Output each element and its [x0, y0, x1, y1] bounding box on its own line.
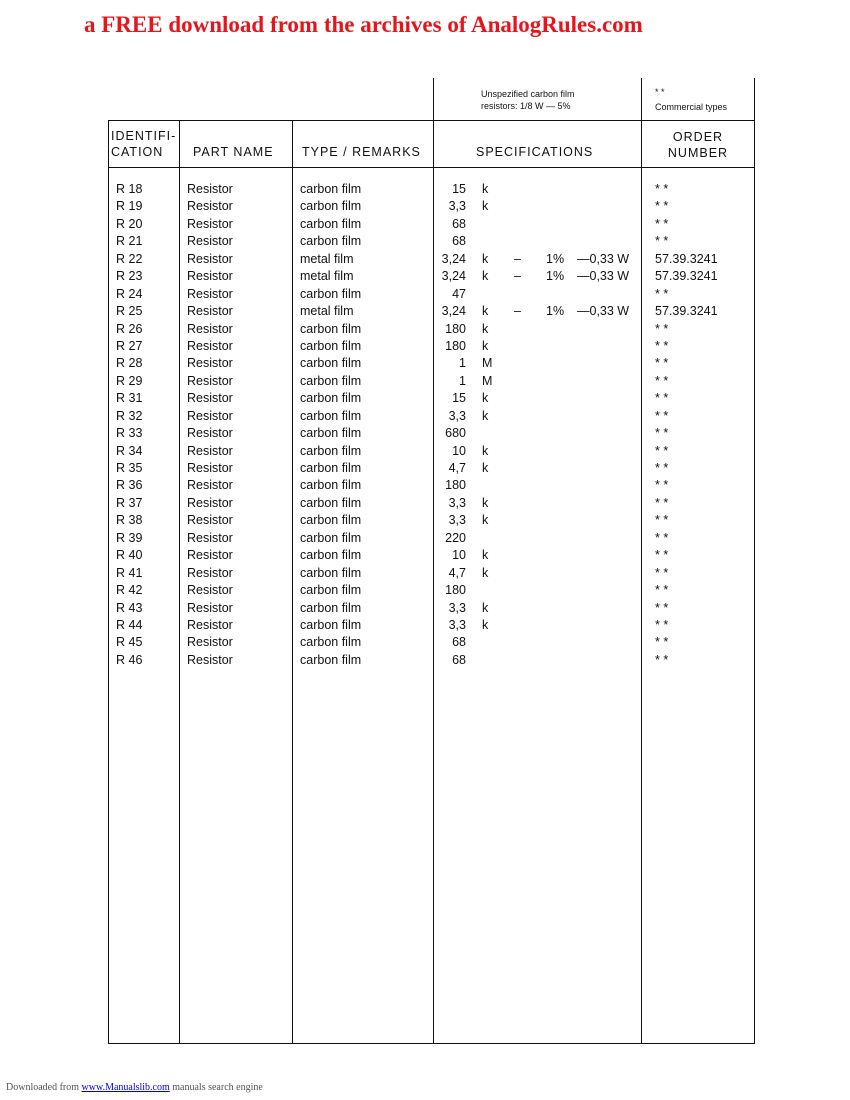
type-remarks-cell: carbon film	[300, 461, 362, 475]
table-row	[0, 198, 850, 215]
order-number-cell: * *	[655, 652, 669, 667]
spec-value-cell: 10	[452, 443, 466, 458]
type-remarks-cell: carbon film	[300, 617, 362, 632]
order-note-marker: * *	[655, 87, 665, 97]
type-remarks-cell: carbon film	[300, 286, 362, 301]
spec-value-cell: 3,24	[441, 269, 466, 284]
identification-cell: R 29	[116, 373, 143, 388]
order-number-cell: * *	[655, 408, 669, 423]
part-name-cell: Resistor	[187, 269, 233, 284]
order-number-cell: * *	[655, 635, 669, 650]
type-remarks-cell: carbon film	[300, 426, 362, 441]
spec-unit-cell: k	[482, 408, 489, 423]
identification-cell: R 28	[116, 356, 143, 371]
table-row	[0, 582, 850, 599]
identification-cell: R 32	[116, 408, 143, 423]
order-number-cell: * *	[655, 617, 669, 632]
table-row	[0, 390, 850, 407]
identification-cell: R 21	[116, 234, 143, 249]
table-row	[0, 512, 850, 529]
spec-unit-cell: k	[482, 199, 489, 214]
order-number-cell: * *	[655, 583, 669, 598]
spec-value-cell: 180	[445, 478, 466, 493]
type-remarks-cell: carbon film	[300, 583, 362, 598]
type-remarks-cell: carbon film	[300, 182, 362, 196]
spec-dash-cell: –	[514, 269, 521, 284]
table-row	[0, 408, 850, 425]
spec-unit-cell: k	[482, 565, 489, 580]
part-name-cell: Resistor	[187, 495, 233, 510]
part-name-cell: Resistor	[187, 478, 233, 493]
table-row	[0, 338, 850, 355]
parts-list	[0, 181, 850, 669]
type-remarks-cell: metal film	[300, 251, 354, 266]
type-remarks-cell: metal film	[300, 304, 354, 319]
spec-value-cell: 180	[445, 321, 466, 336]
identification-cell: R 44	[116, 617, 143, 632]
identification-cell: R 46	[116, 652, 143, 667]
part-name-cell: Resistor	[187, 234, 233, 249]
spec-value-cell: 68	[452, 234, 466, 249]
table-row	[0, 268, 850, 285]
spec-value-cell: 1	[459, 356, 466, 371]
spec-unit-cell: k	[482, 548, 489, 563]
order-number-cell: * *	[655, 338, 669, 353]
header-identification-line1: IDENTIFI-	[111, 129, 177, 143]
type-remarks-cell: carbon film	[300, 408, 362, 423]
part-name-cell: Resistor	[187, 304, 233, 319]
order-number-cell: * *	[655, 373, 669, 388]
type-remarks-cell: carbon film	[300, 391, 362, 406]
type-remarks-cell: carbon film	[300, 373, 362, 388]
identification-cell: R 42	[116, 583, 143, 598]
part-name-cell: Resistor	[187, 530, 233, 545]
spec-value-cell: 47	[452, 286, 466, 301]
spec-dash-cell: –	[514, 251, 521, 266]
table-row	[0, 477, 850, 494]
order-number-cell: 57.39.3241	[655, 269, 718, 284]
part-name-cell: Resistor	[187, 565, 233, 580]
order-number-cell: * *	[655, 600, 669, 615]
spec-value-cell: 220	[445, 530, 466, 545]
part-name-cell: Resistor	[187, 182, 233, 196]
part-name-cell: Resistor	[187, 321, 233, 336]
spec-value-cell: 68	[452, 652, 466, 667]
table-row	[0, 303, 850, 320]
spec-power-cell: —0,33 W	[577, 251, 630, 266]
spec-unit-cell: k	[482, 269, 489, 284]
table-row	[0, 233, 850, 250]
type-remarks-cell: carbon film	[300, 356, 362, 371]
identification-cell: R 27	[116, 338, 143, 353]
order-number-cell: * *	[655, 565, 669, 580]
part-name-cell: Resistor	[187, 251, 233, 266]
order-number-cell: * *	[655, 321, 669, 336]
order-number-cell: * *	[655, 530, 669, 545]
spec-value-cell: 3,24	[441, 304, 466, 319]
type-remarks-cell: carbon film	[300, 234, 362, 249]
spec-unit-cell: k	[482, 513, 489, 528]
spec-value-cell: 680	[445, 426, 466, 441]
order-number-cell: 57.39.3241	[655, 251, 718, 266]
table-row	[0, 495, 850, 512]
part-name-cell: Resistor	[187, 513, 233, 528]
spec-unit-cell: k	[482, 617, 489, 632]
identification-cell: R 33	[116, 426, 143, 441]
spec-value-cell: 15	[452, 182, 466, 196]
part-name-cell: Resistor	[187, 443, 233, 458]
header-part-name: PART NAME	[193, 145, 274, 159]
order-number-cell: 57.39.3241	[655, 304, 718, 319]
spec-unit-cell: M	[482, 373, 493, 388]
identification-cell: R 43	[116, 600, 143, 615]
order-number-cell: * *	[655, 548, 669, 563]
type-remarks-cell: carbon film	[300, 216, 362, 231]
table-border-bottom	[108, 1043, 755, 1044]
part-name-cell: Resistor	[187, 548, 233, 563]
order-number-cell: * *	[655, 513, 669, 528]
identification-cell: R 45	[116, 635, 143, 650]
spec-unit-cell: k	[482, 600, 489, 615]
order-number-cell: * *	[655, 182, 669, 196]
spec-note-line2: resistors: 1/8 W — 5%	[481, 101, 571, 111]
table-row	[0, 355, 850, 372]
spec-value-cell: 3,3	[448, 408, 466, 423]
type-remarks-cell: carbon film	[300, 321, 362, 336]
table-row	[0, 321, 850, 338]
spec-value-cell: 15	[452, 391, 466, 406]
header-specifications: SPECIFICATIONS	[476, 145, 594, 159]
spec-value-cell: 3,3	[448, 199, 466, 214]
spec-value-cell: 3,3	[448, 617, 466, 632]
spec-tolerance-cell: 1%	[546, 269, 565, 284]
identification-cell: R 25	[116, 304, 143, 319]
identification-cell: R 26	[116, 321, 143, 336]
spec-dash-cell: –	[514, 304, 521, 319]
spec-value-cell: 68	[452, 216, 466, 231]
header-order-line1: ORDER	[672, 130, 724, 144]
part-name-cell: Resistor	[187, 391, 233, 406]
spec-value-cell: 180	[445, 583, 466, 598]
order-number-cell: * *	[655, 443, 669, 458]
identification-cell: R 40	[116, 548, 143, 563]
part-name-cell: Resistor	[187, 408, 233, 423]
part-name-cell: Resistor	[187, 600, 233, 615]
part-name-cell: Resistor	[187, 356, 233, 371]
part-name-cell: Resistor	[187, 583, 233, 598]
order-number-cell: * *	[655, 199, 669, 214]
spec-tolerance-cell: 1%	[546, 251, 565, 266]
spec-unit-cell: k	[482, 338, 489, 353]
type-remarks-cell: carbon film	[300, 548, 362, 563]
part-name-cell: Resistor	[187, 617, 233, 632]
part-name-cell: Resistor	[187, 338, 233, 353]
header-separator	[108, 167, 755, 168]
header-identification-line2: CATION	[111, 145, 164, 159]
order-number-cell: * *	[655, 391, 669, 406]
spec-note-line1: Unspezified carbon film	[481, 89, 575, 99]
part-name-cell: Resistor	[187, 373, 233, 388]
footer-prefix: Downloaded from	[6, 1082, 82, 1093]
spec-value-cell: 3,24	[441, 251, 466, 266]
spec-unit-cell: k	[482, 391, 489, 406]
footer-suffix: manuals search engine	[169, 1082, 263, 1093]
spec-unit-cell: k	[482, 461, 489, 475]
identification-cell: R 39	[116, 530, 143, 545]
table-row	[0, 286, 850, 303]
identification-cell: R 31	[116, 391, 143, 406]
identification-cell: R 41	[116, 565, 143, 580]
table-row	[0, 443, 850, 460]
part-name-cell: Resistor	[187, 286, 233, 301]
part-name-cell: Resistor	[187, 216, 233, 231]
table-border-top	[108, 120, 755, 121]
order-number-cell: * *	[655, 234, 669, 249]
table-row	[0, 425, 850, 442]
part-name-cell: Resistor	[187, 652, 233, 667]
order-number-cell: * *	[655, 461, 669, 475]
identification-cell: R 24	[116, 286, 143, 301]
order-number-cell: * *	[655, 286, 669, 301]
type-remarks-cell: carbon film	[300, 478, 362, 493]
download-footer	[6, 1082, 263, 1093]
identification-cell: R 38	[116, 513, 143, 528]
part-name-cell: Resistor	[187, 461, 233, 475]
type-remarks-cell: carbon film	[300, 495, 362, 510]
type-remarks-cell: carbon film	[300, 513, 362, 528]
header-order-line2: NUMBER	[667, 146, 729, 160]
spec-power-cell: —0,33 W	[577, 304, 630, 319]
part-name-cell: Resistor	[187, 635, 233, 650]
part-name-cell: Resistor	[187, 199, 233, 214]
table-row	[0, 530, 850, 547]
spec-value-cell: 4,7	[448, 461, 466, 475]
spec-unit-cell: k	[482, 495, 489, 510]
type-remarks-cell: carbon film	[300, 443, 362, 458]
spec-value-cell: 180	[445, 338, 466, 353]
spec-value-cell: 3,3	[448, 495, 466, 510]
spec-unit-cell: k	[482, 443, 489, 458]
spec-value-cell: 4,7	[448, 565, 466, 580]
archive-banner: a FREE download from the archives of AnalogRules.com	[84, 12, 643, 37]
spec-unit-cell: k	[482, 321, 489, 336]
manualslib-link[interactable]: www.Manualslib.com	[81, 1082, 170, 1093]
spec-power-cell: —0,33 W	[577, 269, 630, 284]
table-row	[0, 373, 850, 390]
spec-value-cell: 3,3	[448, 513, 466, 528]
spec-unit-cell: k	[482, 182, 489, 196]
type-remarks-cell: carbon film	[300, 652, 362, 667]
identification-cell: R 36	[116, 478, 143, 493]
order-number-cell: * *	[655, 426, 669, 441]
identification-cell: R 18	[116, 182, 143, 196]
order-number-cell: * *	[655, 216, 669, 231]
spec-tolerance-cell: 1%	[546, 304, 565, 319]
table-row	[0, 600, 850, 617]
identification-cell: R 22	[116, 251, 143, 266]
part-name-cell: Resistor	[187, 426, 233, 441]
type-remarks-cell: carbon film	[300, 338, 362, 353]
identification-cell: R 37	[116, 495, 143, 510]
table-row	[0, 652, 850, 669]
header-type-remarks: TYPE / REMARKS	[302, 145, 421, 159]
order-number-cell: * *	[655, 495, 669, 510]
table-row	[0, 547, 850, 564]
spec-value-cell: 3,3	[448, 600, 466, 615]
type-remarks-cell: carbon film	[300, 600, 362, 615]
table-row	[0, 617, 850, 634]
table-row	[0, 460, 850, 477]
table-row	[0, 634, 850, 651]
identification-cell: R 35	[116, 461, 143, 475]
identification-cell: R 19	[116, 199, 143, 214]
order-number-cell: * *	[655, 478, 669, 493]
type-remarks-cell: carbon film	[300, 635, 362, 650]
table-row	[0, 565, 850, 582]
table-row	[0, 216, 850, 233]
spec-value-cell: 10	[452, 548, 466, 563]
table-row	[0, 181, 850, 198]
spec-value-cell: 68	[452, 635, 466, 650]
order-note-line2: Commercial types	[655, 102, 728, 112]
spec-unit-cell: k	[482, 251, 489, 266]
spec-unit-cell: M	[482, 356, 493, 371]
table-row	[0, 251, 850, 268]
spec-unit-cell: k	[482, 304, 489, 319]
type-remarks-cell: carbon film	[300, 565, 362, 580]
identification-cell: R 23	[116, 269, 143, 284]
type-remarks-cell: carbon film	[300, 530, 362, 545]
type-remarks-cell: metal film	[300, 269, 354, 284]
spec-value-cell: 1	[459, 373, 466, 388]
identification-cell: R 20	[116, 216, 143, 231]
order-number-cell: * *	[655, 356, 669, 371]
type-remarks-cell: carbon film	[300, 199, 362, 214]
identification-cell: R 34	[116, 443, 143, 458]
